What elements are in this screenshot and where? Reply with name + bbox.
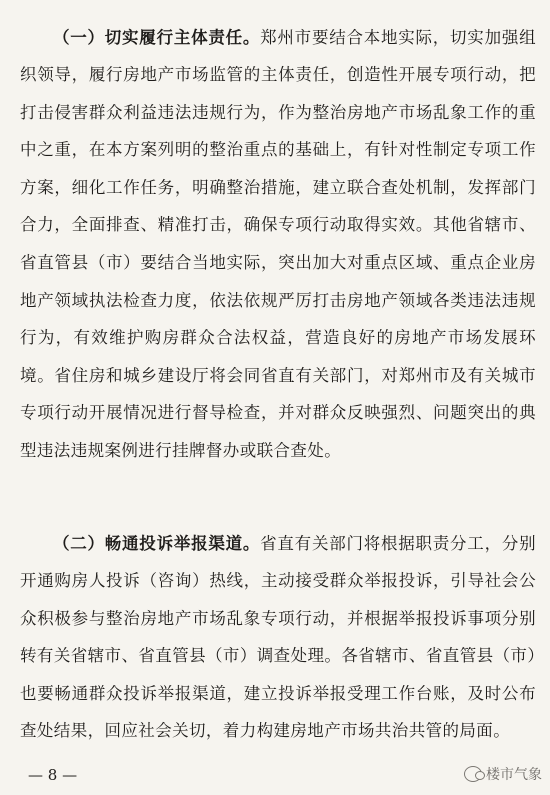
section-2-body: 省直有关部门将根据职责分工，分别开通购房人投诉（咨询）热线，主动接受群众举报投诉，引导社会公众积极参与整治房地产市场乱象专项行动，并根据举报投诉事项分别转有关省辖市、省直管县（市）调查处理。各省辖市、省直管县（市）也要畅通群众投诉举报渠道，建立投诉举报受理工作台账，及时公布查处结果，回应社会关切，着力构建房地产市场共治共管的局面。 [20,533,536,741]
page-number: — 8 — [28,766,78,784]
page-footer [0,760,550,795]
section-2-heading: （二）畅通投诉举报渠道。 [53,533,261,553]
paragraph-section-1 [20,19,536,470]
watermark [464,764,542,784]
section-1-body: 郑州市要结合本地实际，切实加强组织领导，履行房地产市场监管的主体责任，创造性开展专项行动，把打击侵害群众利益违法违规行为，作为整治房地产市场乱象工作的重中之重，在本方案列明的整治重点的基础上，有针对性制定专项工作方案，细化工作任务，明确整治措施，建立联合查处机制，发挥部门合力，全面排查、精准打击，确保专项行动取得实效。其他省辖市、省直管县（市）要结合当地实际，突出加大对重点区域、重点企业房地产领域执法检查力度，依法依规严厉打击房地产领域各类违法违规行为，有效维护购房群众合法权益，营造良好的房地产市场发展环境。省住房和城乡建设厅将会同省直有关部门，对郑州市及有关城市专项行动开展情况进行督导检查，并对群众反映强烈、问题突出的典型违法违规案例进行挂牌督办或联合查处。 [20,27,536,461]
section-1-heading: （一）切实履行主体责任。 [53,27,261,47]
wechat-icon [464,766,482,782]
paragraph-section-2 [20,525,536,751]
watermark-text: 楼市气象 [486,767,542,783]
